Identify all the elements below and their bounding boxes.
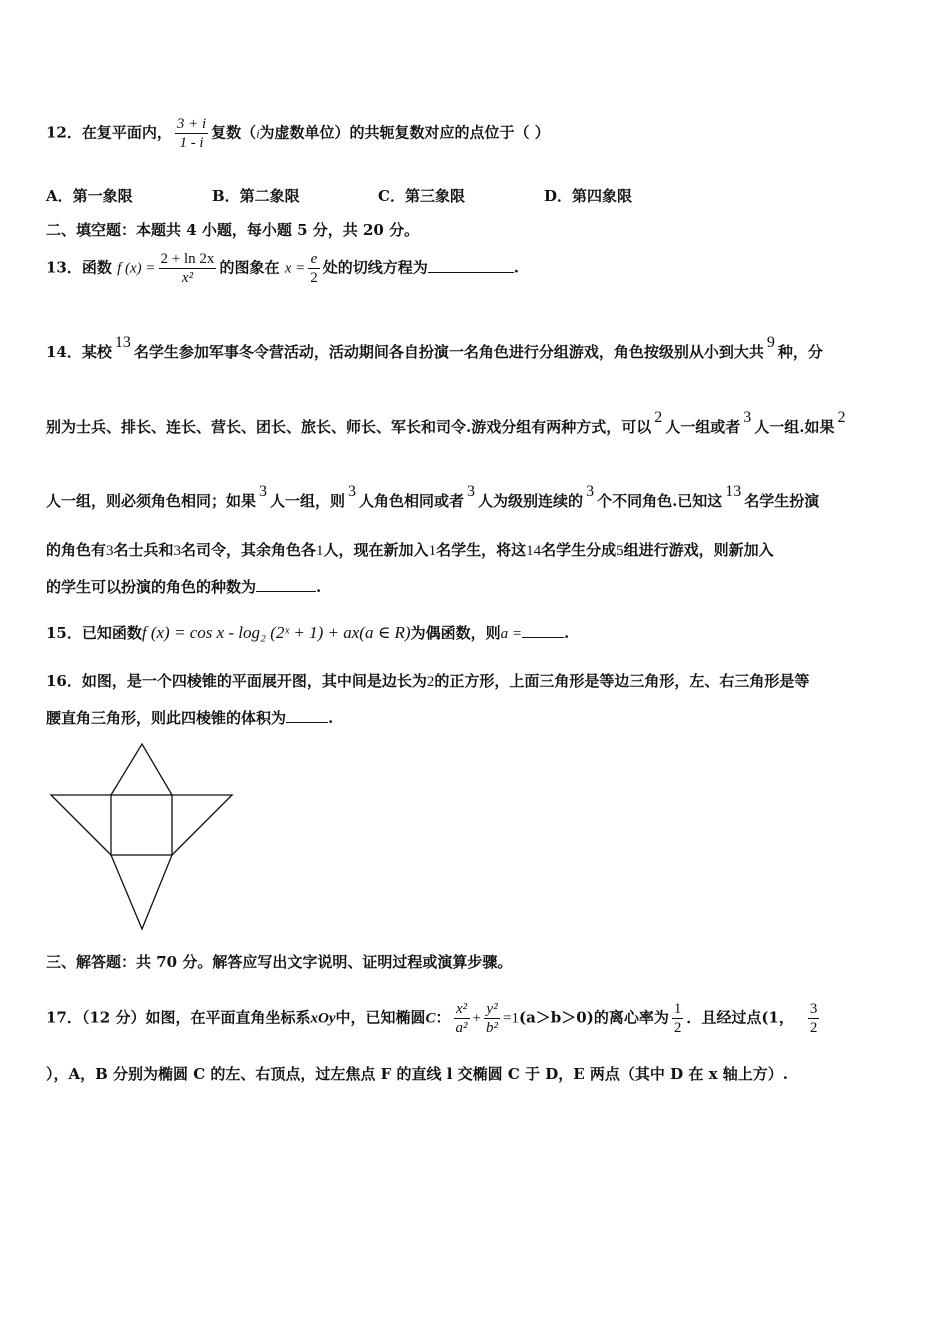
ellipse-y-term: $\frac{\text{y²}}{\text{b²}}$ bbox=[486, 1001, 498, 1036]
fraction-q13: $\frac{2 + \ln 2x}{\text{x²}}$ bbox=[160, 251, 215, 286]
answer-blank-15[interactable] bbox=[522, 623, 564, 638]
question-17-line-1: 17．（12 分）如图，在平面直角坐标系xOy中，已知椭圆C： $\frac{\text{x²}}{\text{a²}}$ + $\frac{\text{y²}}{\text{b²}}$ =1(a＞b＞0)的离心率为 $\frac{1}{2}$ ．且经过点(1， $\frac{3}{2}$ bbox=[46, 1001, 818, 1036]
question-14-line-3: 人一组，则必须角色相同；如果3人一组，则3人角色相同或者3人为级别连续的3个不同角色.已知这13名学生扮演 bbox=[46, 483, 820, 510]
question-16-line-2: 腰直角三角形，则此四棱锥的体积为 . bbox=[46, 709, 334, 727]
question-12-options bbox=[46, 186, 632, 206]
function-expression: f (x) = cos x - log₂ (2ˣ + 1) + ax(a ∈ R) bbox=[141, 623, 411, 642]
question-13: 13．函数 f (x) = $\frac{2 + \ln 2x}{\text{x²}}$ 的图象在 x = $\frac{e}{2}$ 处的切线方程为 . bbox=[46, 251, 519, 286]
bottom-triangle bbox=[111, 855, 172, 929]
section-2-heading: 二、填空题：本题共 4 小题，每小题 5 分，共 20 分。 bbox=[46, 221, 420, 239]
ellipse-x-term: $\frac{\text{x²}}{\text{a²}}$ bbox=[455, 1001, 468, 1036]
eccentricity-fraction: $\frac{1}{2}$ bbox=[673, 1001, 682, 1036]
option-d[interactable]: D．第四象限 bbox=[544, 187, 633, 205]
right-triangle bbox=[172, 795, 232, 855]
question-14-line-4: 的角色有3名士兵和3名司令，其余角色各1人，现在新加入1名学生，将这14名学生分成5组进行游戏，则新加入 bbox=[46, 541, 774, 559]
center-square bbox=[111, 795, 172, 855]
question-14-line-2: 别为士兵、排长、连长、营长、团长、旅长、师长、军长和司令.游戏分组有两种方式，可以2人一组或者3人一组.如果2 bbox=[46, 409, 846, 436]
option-c[interactable]: C．第三象限 bbox=[378, 187, 465, 205]
section-3-heading: 三、解答题：共 70 分。解答应写出文字说明、证明过程或演算步骤。 bbox=[46, 953, 513, 971]
top-triangle bbox=[111, 744, 172, 795]
fraction-q13-x: $\frac{e}{2}$ bbox=[310, 251, 318, 286]
fraction-q12: $\frac{3 + i}{1 - i}$ bbox=[176, 116, 207, 151]
question-12: 12．在复平面内， $\frac{3 + i}{1 - i}$ 复数（i为虚数单位）的共轭复数对应的点位于（ ） bbox=[46, 116, 550, 151]
left-triangle bbox=[51, 795, 111, 855]
question-16-line-1: 16．如图，是一个四棱锥的平面展开图，其中间是边长为2的正方形，上面三角形是等边三角形，左、右三角形是等 bbox=[46, 672, 810, 690]
question-14-line-5: 的学生可以扮演的角色的种数为 . bbox=[46, 578, 322, 596]
answer-blank-16[interactable] bbox=[286, 708, 328, 723]
answer-blank-14[interactable] bbox=[256, 577, 316, 592]
question-15: 15．已知函数f (x) = cos x - log₂ (2ˣ + 1) + ax(a ∈ R)为偶函数，则a = . bbox=[46, 623, 570, 642]
pyramid-net-figure bbox=[40, 738, 240, 938]
question-17-line-2: ），A，B 分别为椭圆 C 的左、右顶点，过左焦点 F 的直线 l 交椭圆 C 于 D，E 两点（其中 D 在 x 轴上方）. bbox=[46, 1065, 788, 1083]
option-a[interactable]: A．第一象限 bbox=[46, 187, 133, 205]
point-y-fraction: $\frac{3}{2}$ bbox=[809, 1001, 818, 1036]
answer-blank-13[interactable] bbox=[428, 258, 514, 273]
option-b[interactable]: B．第二象限 bbox=[212, 187, 300, 205]
question-14-line-1: 14．某校13名学生参加军事冬令营活动，活动期间各自扮演一名角色进行分组游戏，角色按级别从小到大共9种，分 bbox=[46, 334, 823, 361]
